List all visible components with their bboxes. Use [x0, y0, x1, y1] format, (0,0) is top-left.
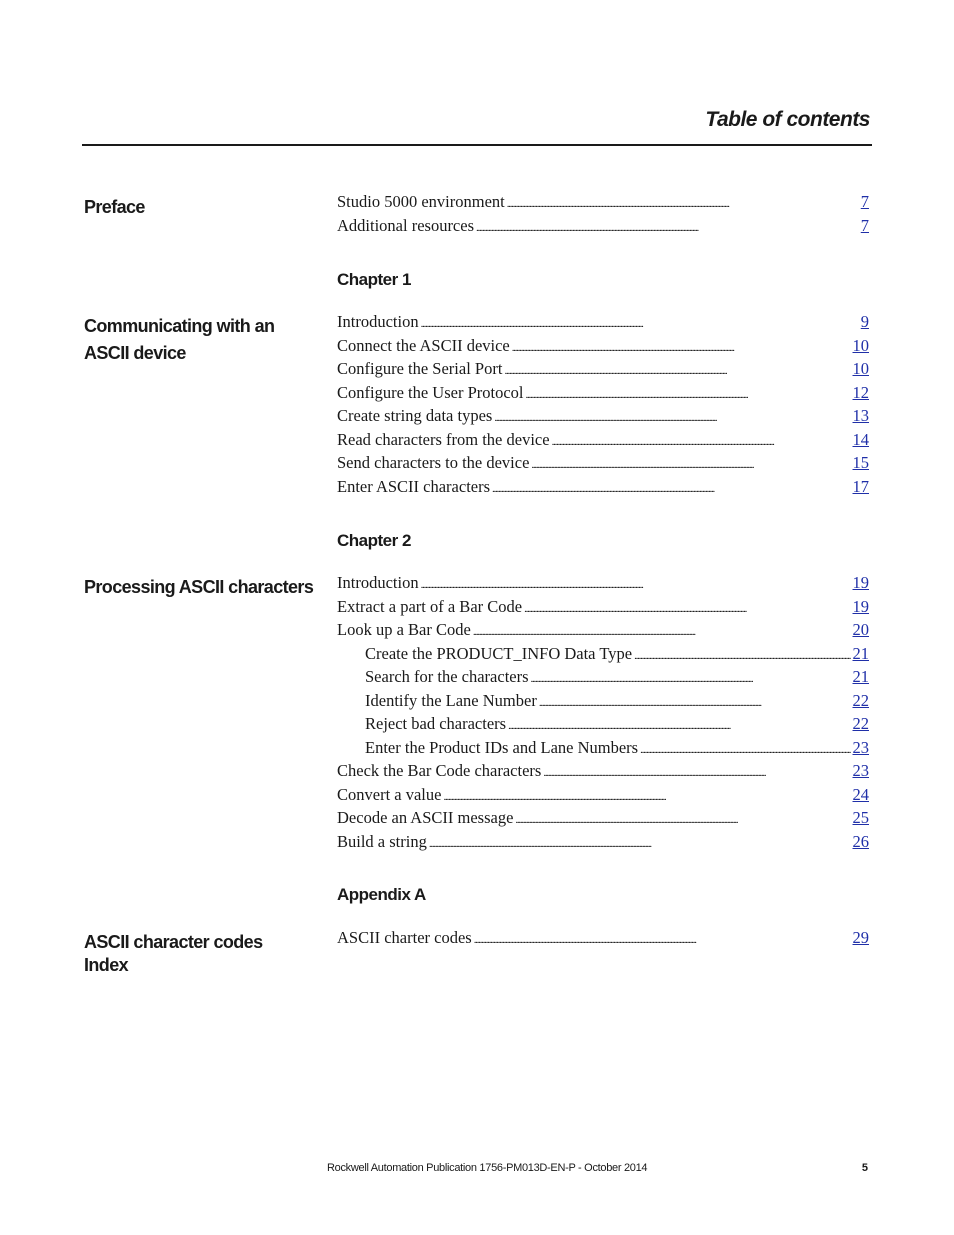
section-label-preface: Preface — [84, 197, 145, 217]
dot-leader — [421, 318, 859, 330]
toc-entry[interactable] — [337, 477, 869, 501]
toc-entry[interactable] — [337, 928, 869, 952]
dot-leader — [512, 342, 851, 354]
toc-entry-label: Enter ASCII characters — [337, 476, 491, 496]
toc-page-link[interactable]: 12 — [852, 382, 869, 402]
dot-leader — [515, 814, 850, 826]
toc-page-link[interactable]: 23 — [852, 761, 869, 780]
toc-entry[interactable] — [337, 691, 869, 715]
toc-entry[interactable] — [337, 597, 869, 621]
toc-entry-label: Read characters from the device — [337, 429, 550, 449]
toc-entry[interactable] — [337, 383, 869, 407]
toc-entry-label: Configure the Serial Port — [337, 359, 503, 378]
dot-leader — [429, 838, 851, 850]
toc-entry-label: Configure the User Protocol — [337, 382, 524, 402]
toc-entry[interactable] — [337, 808, 869, 832]
toc-page-link[interactable]: 19 — [852, 573, 869, 592]
toc-list-chapter-1 — [337, 312, 869, 500]
toc-entry-label: Additional resources — [337, 215, 475, 235]
section-label-index[interactable]: Index — [84, 955, 129, 975]
dot-leader — [526, 389, 851, 401]
toc-entry-label: Studio 5000 environment — [337, 192, 505, 211]
toc-list-chapter-2 — [337, 573, 869, 855]
dot-leader — [494, 412, 850, 424]
toc-entry-label: Identify the Lane Number — [365, 690, 537, 710]
toc-entry-label: ASCII charter codes — [337, 928, 472, 947]
dot-leader — [504, 365, 850, 377]
toc-page-link[interactable]: 10 — [852, 335, 869, 355]
toc-entry[interactable] — [337, 573, 869, 597]
dot-leader — [507, 198, 859, 210]
toc-entry[interactable] — [337, 761, 869, 785]
toc-page-link[interactable]: 7 — [860, 192, 869, 211]
toc-list-preface — [337, 192, 869, 239]
toc-page-link[interactable]: 20 — [852, 620, 869, 639]
toc-entry[interactable] — [337, 359, 869, 383]
toc-entry-label: Build a string — [337, 831, 427, 851]
toc-page-link[interactable]: 24 — [852, 784, 869, 804]
toc-page-link[interactable]: 13 — [852, 406, 869, 425]
toc-list-appendix-a — [337, 928, 869, 952]
toc-entry[interactable] — [337, 312, 869, 336]
toc-entry[interactable] — [337, 738, 869, 762]
toc-page-link[interactable]: 14 — [852, 429, 869, 449]
toc-entry-label: Look up a Bar Code — [337, 620, 471, 639]
footer-publication: Rockwell Automation Publication 1756-PM013D-EN-P - October 2014 — [327, 1162, 648, 1174]
toc-entry-label: Send characters to the device — [337, 453, 530, 472]
toc-entry-label: Enter the Product IDs and Lane Numbers — [365, 737, 639, 757]
toc-entry-label: Extract a part of a Bar Code — [337, 596, 523, 616]
chapter-heading-2: Chapter 2 — [337, 531, 411, 550]
toc-page-link[interactable]: 21 — [852, 643, 869, 663]
toc-entry-label: Introduction — [337, 312, 419, 331]
toc-page-link[interactable]: 15 — [852, 453, 869, 472]
title-rule — [82, 144, 872, 146]
toc-entry-label: Create the PRODUCT_INFO Data Type — [365, 643, 633, 663]
toc-entry-label: Create string data types — [337, 406, 493, 425]
toc-entry-label: Decode an ASCII message — [337, 808, 514, 827]
toc-entry-label: Check the Bar Code characters — [337, 761, 542, 780]
toc-page-link[interactable]: 21 — [852, 667, 869, 686]
toc-entry[interactable] — [337, 430, 869, 454]
dot-leader — [634, 650, 850, 662]
dot-leader — [640, 744, 850, 756]
toc-entry[interactable] — [337, 714, 869, 738]
toc-entry-label: Introduction — [337, 573, 419, 592]
dot-leader — [552, 436, 851, 448]
toc-entry[interactable] — [337, 453, 869, 477]
toc-entry-label: Convert a value — [337, 784, 442, 804]
toc-page-link[interactable]: 17 — [852, 476, 869, 496]
appendix-heading-a: Appendix A — [337, 885, 426, 904]
toc-page-link[interactable]: 7 — [860, 215, 869, 235]
toc-page-link[interactable]: 19 — [852, 596, 869, 616]
dot-leader — [476, 222, 859, 234]
dot-leader — [508, 720, 850, 732]
toc-entry[interactable] — [337, 216, 869, 240]
section-label-chapter-2: Processing ASCII characters — [84, 577, 314, 597]
dot-leader — [524, 603, 850, 615]
section-label-chapter-1: Communicating with an ASCII device — [84, 316, 275, 363]
toc-entry[interactable] — [337, 336, 869, 360]
toc-entry[interactable] — [337, 192, 869, 216]
toc-entry[interactable] — [337, 620, 869, 644]
toc-page-link[interactable]: 23 — [852, 737, 869, 757]
toc-entry[interactable] — [337, 785, 869, 809]
toc-entry[interactable] — [337, 667, 869, 691]
dot-leader — [539, 697, 851, 709]
dot-leader — [492, 483, 850, 495]
dot-leader — [531, 673, 851, 685]
footer-page-number: 5 — [861, 1162, 868, 1174]
dot-leader — [443, 791, 850, 803]
toc-page-link[interactable]: 9 — [860, 312, 869, 331]
toc-entry-label: Search for the characters — [365, 667, 529, 686]
toc-page-link[interactable]: 22 — [852, 714, 869, 733]
page-title: Table of contents — [705, 108, 870, 131]
toc-page-link[interactable]: 22 — [852, 690, 869, 710]
dot-leader — [543, 767, 850, 779]
section-label-appendix-a: ASCII character codes — [84, 932, 263, 952]
toc-entry-label: Reject bad characters — [365, 714, 507, 733]
toc-page-link[interactable]: 29 — [852, 928, 869, 947]
dot-leader — [531, 459, 850, 471]
toc-page-link[interactable]: 10 — [852, 359, 869, 378]
chapter-heading-1: Chapter 1 — [337, 270, 411, 289]
toc-entry[interactable] — [337, 644, 869, 668]
toc-page-link[interactable]: 25 — [852, 808, 869, 827]
toc-page-link[interactable]: 26 — [852, 831, 869, 851]
dot-leader — [421, 579, 851, 591]
toc-entry[interactable] — [337, 406, 869, 430]
toc-entry[interactable] — [337, 832, 869, 856]
toc-entry-label: Connect the ASCII device — [337, 335, 510, 355]
dot-leader — [473, 626, 851, 638]
dot-leader — [474, 934, 851, 946]
